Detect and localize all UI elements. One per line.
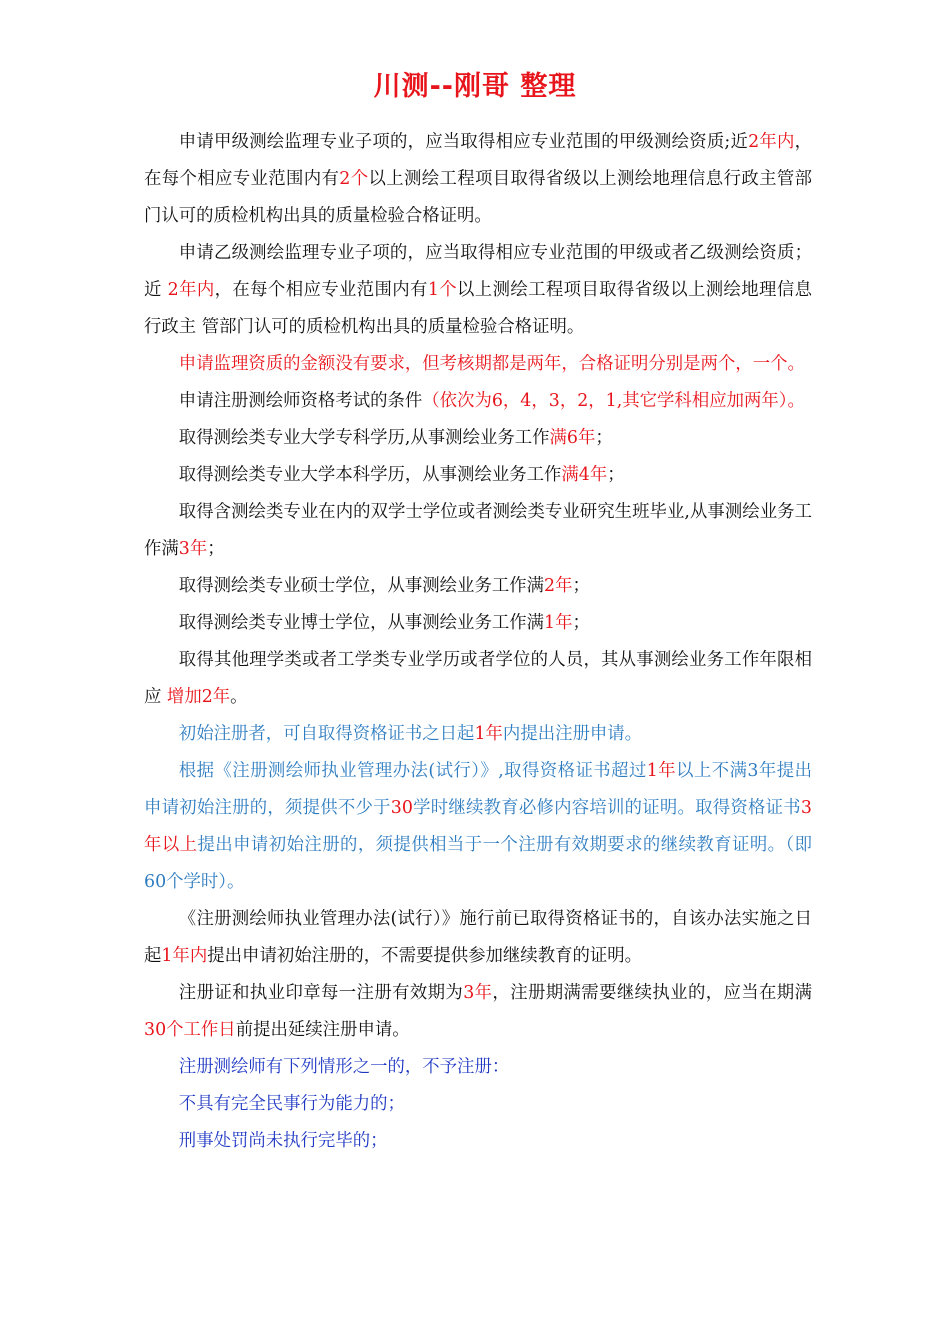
paragraph-grade-b-supervision: 申请乙级测绘监理专业子项的，应当取得相应专业范围的甲级或者乙级测绘资质；近 2年内，在每个相应专业范围内有1个以上测绘工程项目取得省级以上测绘地理信息行政主 管部门认可的质检机构出具的质量检验合格证明。 (144, 243, 812, 337)
highlight: 1年内 (161, 946, 208, 966)
document-body (144, 124, 812, 1160)
paragraph-transition-rule: 《注册测绘师执业管理办法(试行）》施行前已取得资格证书的，自该办法实施之日起1年内提出申请初始注册的，不需要提供参加继续教育的证明。 (144, 909, 812, 966)
highlight: 3年 (463, 983, 493, 1003)
highlight: 1年 (474, 724, 503, 744)
highlight: 满6年 (549, 428, 596, 448)
paragraph-initial-registration: 初始注册者，可自取得资格证书之日起1年内提出注册申请。 (178, 724, 643, 744)
highlight: 1年 (544, 613, 573, 633)
paragraph-no-registration-item-1: 不具有完全民事行为能力的； (178, 1094, 405, 1114)
highlight: 1年 (646, 761, 677, 781)
paragraph-condition-doctor: 取得测绘类专业博士学位，从事测绘业务工作满1年； (178, 613, 590, 633)
paragraph-condition-college: 取得测绘类专业大学专科学历,从事测绘业务工作满6年； (178, 428, 613, 448)
highlight: 2年内 (748, 132, 795, 152)
highlight: 30 (390, 798, 413, 818)
paragraph-condition-double-degree: 取得含测绘类专业在内的双学士学位或者测绘类专业研究生班毕业,从事测绘业务工作满3年； (144, 502, 812, 559)
paragraph-condition-other: 取得其他理学类或者工学类专业学历或者学位的人员，其从事测绘业务工作年限相应 增加2年。 (144, 650, 812, 707)
highlight: 2年内 (167, 280, 215, 300)
highlight: 30个工作日 (144, 1020, 236, 1040)
highlight: 3年 (178, 539, 208, 559)
highlight: 2个 (339, 169, 369, 189)
paragraph-grade-a-supervision: 申请甲级测绘监理专业子项的，应当取得相应专业范围的甲级测绘资质;近2年内，在每个相应专业范围内有2个以上测绘工程项目取得省级以上测绘地理信息行政主管部门认可的质检机构出具的质量检验合格证明。 (144, 132, 812, 226)
paragraph-no-registration-heading: 注册测绘师有下列情形之一的，不予注册： (178, 1057, 510, 1077)
paragraph-validity-period: 注册证和执业印章每一注册有效期为3年，注册期满需要继续执业的，应当在期满30个工作日前提出延续注册申请。 (144, 983, 812, 1040)
highlight: 1个 (427, 280, 458, 300)
highlight: 2年 (544, 576, 573, 596)
paragraph-exam-conditions: 申请注册测绘师资格考试的条件（依次为6，4，3，2，1,其它学科相应加两年）。 (178, 391, 805, 411)
paragraph-condition-master: 取得测绘类专业硕士学位，从事测绘业务工作满2年； (178, 576, 590, 596)
page-title: 川测--刚哥 整理 (373, 71, 577, 102)
highlight: 满4年 (561, 465, 608, 485)
paragraph-condition-bachelor: 取得测绘类专业大学本科学历，从事测绘业务工作满4年； (178, 465, 625, 485)
paragraph-supervision-note: 申请监理资质的金额没有要求，但考核期都是两年，合格证明分别是两个，一个。 (178, 354, 805, 374)
paragraph-no-registration-item-2: 刑事处罚尚未执行完毕的； (178, 1131, 388, 1151)
highlight: 3年以上 (144, 798, 812, 855)
highlight: 增加2年 (166, 687, 231, 707)
paragraph-continuing-education: 根据《注册测绘师执业管理办法(试行）》,取得资格证书超过1年以上不满3年提出申请初始注册的，须提供不少于30学时继续教育必修内容培训的证明。取得资格证书3年以上提出申请初始注册的，须提供相当于一个注册有效期要求的继续教育证明。（即60个学时）。 (144, 761, 812, 892)
highlight: （依次为6，4，3，2，1,其它学科相应加两年）。 (422, 391, 805, 411)
